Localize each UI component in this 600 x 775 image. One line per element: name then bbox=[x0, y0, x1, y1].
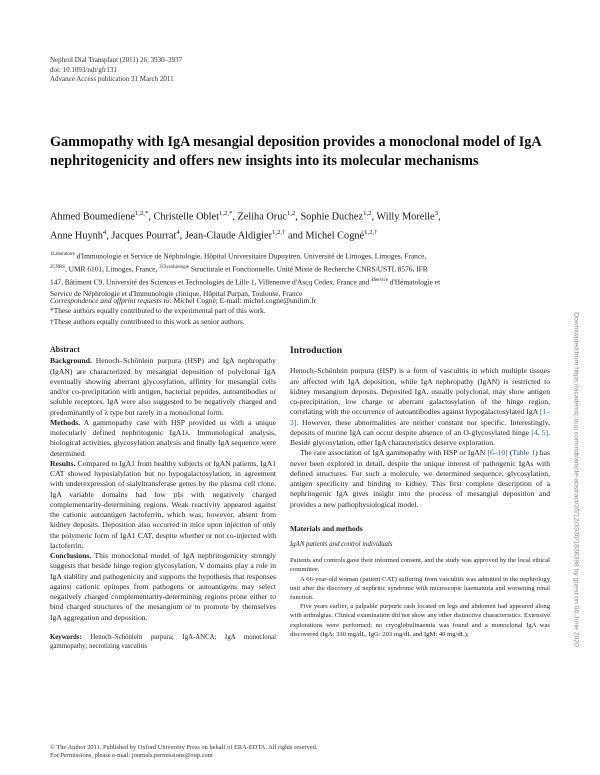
keywords-label: Keywords: bbox=[50, 633, 82, 641]
abstract-methods bbox=[50, 418, 276, 459]
permissions-line: For Permissions, please e-mail: journals.permissions@oup.com bbox=[50, 752, 213, 759]
intro-p1-text-b: . However, these abnormalities are neither constant nor specific. Interestingly, deposits of murine IgA can occur despite absence of an O-glycosylated hinge bbox=[290, 417, 550, 437]
conclusions-text: This monoclonal model of IgA nephritogenicity strongly suggests that beside hinge region glycosylation, V domains play a role in IgA stability and pathogenicity and supports the hypothesis that responses against cationic epitopes from pathogens or autoantigens may select negatively charged complementarity-determining regions prone either to bind charged structures of the mesangium or to promote by themselves IgA aggregation and deposition. bbox=[50, 551, 276, 622]
doi: doi: 10.1093/ndt/gfr131 bbox=[50, 65, 117, 74]
abstract-heading: Abstract bbox=[50, 345, 80, 354]
author-line-1: Ahmed Boumediene$^{1,2,*}$, Christelle Oblet$^{1,2,*}$, Zeliha Oruc$^{1,2}$, Sophie Duchez$^{1,2}$, Willy Morelle$^3$, bbox=[50, 210, 441, 223]
background-text: Henoch–Schönlein purpura (HSP) and IgA nephropathy (IgAN) are characterized by mesangial deposition of polyclonal IgA eventually showing aberrant glycosylation, affinity for mesangial cells and/or co-precipitation with antigen, bacterial peptides, autoantibodies or soluble receptors. IgA were also suggested to be negatively charged and predominantly of λ type but rarely in a monoclonal form. bbox=[50, 356, 276, 417]
copyright-line: © The Author 2011. Published by Oxford University Press on behalf of ERA-EDTA. All rights reserved. bbox=[50, 744, 318, 751]
abstract-conclusions bbox=[50, 551, 276, 623]
article-title: Gammopathy with IgA mesangial deposition provides a monoclonal model of IgA nephritogenicity and offers new insights into its molecular mechanisms bbox=[50, 134, 541, 169]
body-column bbox=[290, 345, 550, 639]
correspondence-text: Michel Cogné; E-mail: michel.cogne@unilim.fr bbox=[173, 296, 317, 305]
download-watermark bbox=[568, 200, 580, 760]
affiliation-line-1: $^{1Laboratoire}$ d'Immunologie et Service de Néphrologie, Hôpital Universitaire Dupuytren, Université de Limoges, Limoges, France, bbox=[50, 251, 427, 261]
intro-p1-text-c: . Beside glycosylation, other IgA characteristics deserve exploration. bbox=[290, 427, 550, 447]
copyright-footer bbox=[50, 744, 317, 760]
equal-contribution-note: *These authors equally contributed to the experimental part of this work. bbox=[50, 306, 266, 316]
methods-heading: Materials and methods bbox=[290, 523, 363, 533]
citation-link[interactable]: [1–3] bbox=[290, 407, 550, 427]
intro-p2-text-c: ) has never been explored in detail, despite the unique interest of pathogenic IgAs with defined structures. For such a molecule, we determined sequence, glycosylation, antigen specificity and binding to kidney. This first complete description of a nephritogenic IgA gives insight into the process of mesangial deposition and provides a new pathophysiological model. bbox=[290, 448, 551, 509]
results-text: Compared to IgA1 from healthy subjects or IgAN patients, IgA1 CAT showed hyposialylation but no hypogalactosylation, in agreement with underexpression of sialyltransferase genes by the plasma cell clone. IgA variable domains had low pIs with negatively charged complementarity-determining regions. Weak reactivity appeared against the cationic autoantigen lactoferrin, which was, however, absent from kidney deposits. Deposition also occurred in mice upon injection of only the polymeric form of IgA1 CAT, despite whether or not co-injected with lactoferrin. bbox=[50, 458, 276, 550]
results-label: Results. bbox=[50, 458, 76, 468]
journal-citation: Nephrol Dial Transplant (2011) 26: 3930–3937 bbox=[50, 56, 183, 64]
download-watermark-text: Downloaded from https://academic.oup.com/ndt/article-abstract/26/12/3930/1836398 by guest on 06 June 2020 bbox=[572, 312, 580, 647]
correspondence-line bbox=[50, 296, 550, 306]
intro-paragraph-1 bbox=[290, 366, 550, 448]
abstract-results bbox=[50, 459, 276, 551]
correspondence bbox=[50, 296, 550, 327]
access-date: Advance Access publication 31 March 2011 bbox=[50, 75, 174, 84]
methods-paragraph-3: Five years earlier, a palpable purpuric rash located on legs and abdomen had appeared along with arthralgias. Clinical examination did not show any other distinctive characteristics. Extensive explorations were performed; no cryoglobulinaemia was found and a monoclonal IgA was discovered (IgA: 330 mg/dL, IgG: 203 mg/dL and IgM: 40 mg/dL); bbox=[290, 603, 550, 638]
intro-p2-text-a: The rare association of IgA gammopathy with HSP or IgAN bbox=[300, 448, 488, 458]
table-link[interactable]: Table 1 bbox=[512, 448, 536, 458]
keywords-text: Henoch–Schönlein purpura; IgA-ANCA; IgA monoclonal gammopathy; necrotizing vasculitis bbox=[50, 633, 276, 650]
author-list bbox=[50, 206, 560, 245]
abstract-column bbox=[50, 345, 276, 651]
introduction-heading: Introduction bbox=[290, 345, 343, 356]
affiliation-line-3: 147, Bâtiment C9, Université des Sciences et Technologies de Lille 1, Villeneuve d'Ascq Cedex, France and $^{4Service}$ d'Hématologie et bbox=[50, 277, 441, 287]
methods-text: A gammopathy case with HSP provided us with a unique molecularly defined nephritogenic IgA1λ. Immunological analysis, biological activities, glycosylation analysis and finally IgA sequence were determined. bbox=[50, 417, 276, 458]
background-label: Background. bbox=[50, 356, 92, 366]
abstract-background bbox=[50, 356, 276, 418]
intro-p1-text-a: Henoch–Schönlein purpura (HSP) is a form of vasculitis in which multiple tissues are affected with IgA deposition, while IgA nephropathy (IgAN) is restricted to kidney mesangium deposits. Deposited IgA, usually polyclonal, may show antigen co-precipitation, low charge or aberrant galactosylation of the hinge region, correlating with the occurrence of autoantibodies against hypogalactosylated IgA bbox=[290, 366, 550, 417]
correspondence-label: Correspondence and offprint requests to: bbox=[50, 296, 172, 305]
affiliation-line-2: $^{2CNRS}$, UMR 6101, Limoges, France, $^{3Glycobiologie}$ Structurale et Fonctionnelle, Unité Mixte de Recherche CNRS/USTL 8576, IFR bbox=[50, 264, 428, 274]
citation-link[interactable]: [6–10] bbox=[487, 448, 508, 458]
intro-p2-text-b: ( bbox=[507, 448, 513, 458]
senior-author-note: †These authors equally contributed to this work as senior authors. bbox=[50, 316, 245, 326]
keywords bbox=[50, 633, 276, 651]
affiliation-line-4: Service de Néphrologie et d'Immunologie clinique, Hôpital Purpan, Toulouse, France bbox=[50, 289, 303, 299]
affiliations bbox=[50, 249, 550, 300]
journal-header bbox=[50, 56, 182, 85]
methods-paragraph-2: A 66-year-old woman (patient CAT) suffering from vasculitis was admitted in the nephrology unit after the discovery of nephritic syndrome with microscopic haematuria and worsening renal function. bbox=[290, 575, 550, 602]
conclusions-label: Conclusions. bbox=[50, 551, 92, 560]
methods-label: Methods. bbox=[50, 417, 81, 427]
author-line-2: Anne Huynh$^4$, Jacques Pourrat$^4$, Jean-Claude Aldigier$^{1,2,\dagger}$ and Michel Cogné$^{1,2,\dagger}$ bbox=[50, 229, 378, 242]
methods-paragraph-1: Patients and controls gave their informed consent, and the study was approved by the local ethical committee. bbox=[290, 557, 550, 574]
citation-link[interactable]: [4, 5] bbox=[531, 427, 549, 437]
intro-paragraph-2 bbox=[290, 448, 550, 510]
methods-subheading: IgAN patients and control individuals bbox=[290, 541, 393, 548]
